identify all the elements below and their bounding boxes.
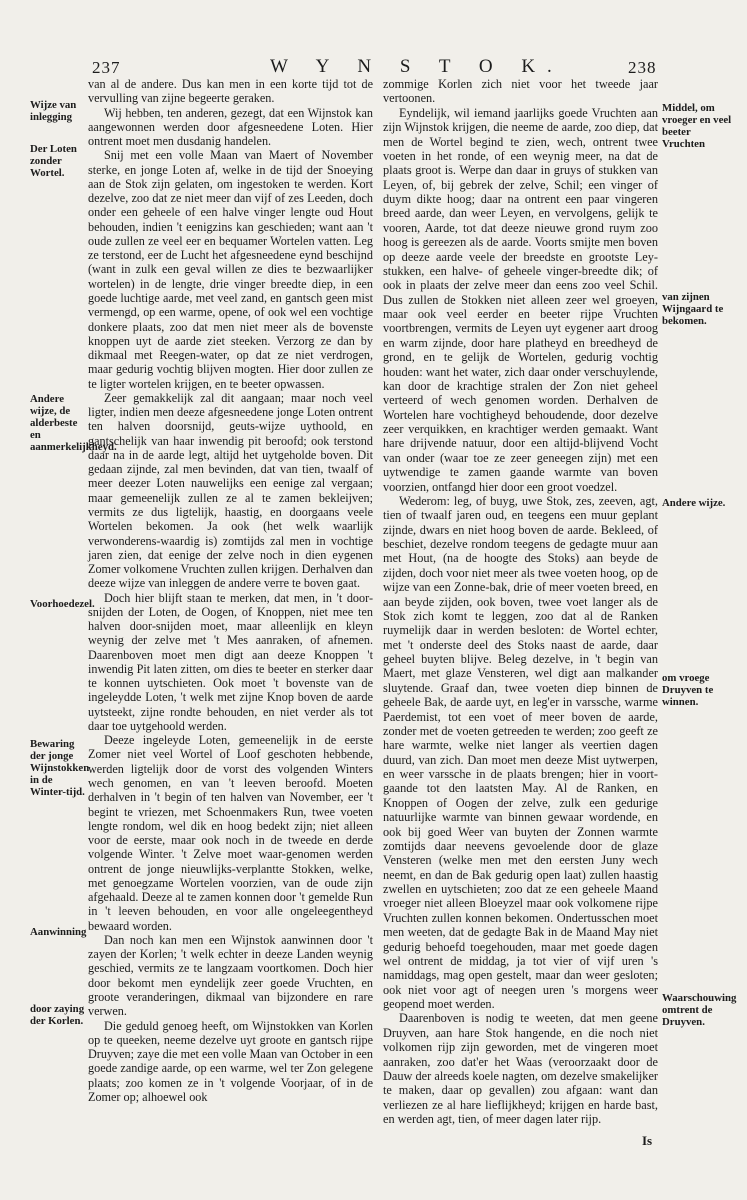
margin-note-left: Voorhoedezel. xyxy=(30,598,95,610)
paragraph: Zeer gemakkelijk zal dit aangaan; maar noch veel ligter, indien men deeze afgesneedene jonge Loten ontrent ten halven doorsnijd, geuts-wijze uythoold, en gantschelijk van haar inwendig pit beroofd; ook terstond daar na in de aarde legt, altijd het uytgeholde boven. Dit gedaan zijnde, zal men bevinden, dat van tien, twaalf of meer deezer Loten nauwelijks een eenige zal vergaan; maar gemeenelijk zullen ze al te zamen bekleijven; vermits ze dus ligtelijk, haastig, en doorgaans veele Wortelen bekomen. Ja ook (het welk waarlijk verwonderens-waardig is) zomtijds zal men in vochtige jaren zien, dat eenige der zelve noch in dien eygenen Zomer volkomene Vruchten zullen krijgen. Derhalven dan deeze wijze van inleggen de andere verre te boven gaat. xyxy=(88,390,374,591)
margin-note-right: Waarschouwing omtrent de Druyven. xyxy=(662,992,737,1028)
margin-note-left: Wijze van inlegging xyxy=(30,99,77,123)
paragraph: Dan noch kan men een Wijnstok aanwinnen door 't zayen der Korlen; 't welk echter in deeze Landen weynig geschied, vermits ze te langzaam voortkomen. Doch hier door bekomt men eyndelijk zeer goede Vruchten, en groote veranderingen, dikmaal van bijzondere en rare verwen. xyxy=(88,932,373,1019)
margin-note-left: Andere wijze, de alderbeste en aanmerkelijkheyd. xyxy=(30,393,117,453)
paragraph: Snij met een volle Maan van Maert of November sterke, en jonge Loten af, welke in de tijd der Snoeying aan de Stok zijn gelaten, om ingestoken te werden. Kort dezelve, zoo dat ze niet meer dan vijf of zes Leeden, doch onder een geheele of een halve vinger lengte oud Hout behouden, indien 't eenigzins kan geschieden; want aan 't oude zullen ze veel eer en bequamer Wortelen vatten. Leg ze terstond, eer de Lucht het afgesneedene eynd beschijnd (want in zulk een geval willen ze dies te bezwaarlijker wortelen) in de lengte, drie vinger breedte diep, in een goede luchtige aarde, met veel zand, en gantsch geen mist vermengd, op een warme, opene, of ook wel een vochtige donkere plaats, zoo dat men niet meer als de bovenste knoppen uyt de aarde ziet steeken. Verzorg ze dan by dikmaal met Reegen-water, op dat ze niet verdrogen, maar gedurig vochtig blijven mogten. Hier door zullen ze te ligter wortelen krijgen, en te beeter opwassen. xyxy=(88,148,373,391)
paragraph: zommige Korlen zich niet voor het tweede jaar vertoonen. xyxy=(383,77,658,106)
page-number-right: 238 xyxy=(628,58,657,77)
paragraph: Wij hebben, ten anderen, gezegt, dat een Wijnstok kan aangewonnen werden door afgesneedene Loten. Hier ontrent moet men dusdanig handelen. xyxy=(88,105,373,149)
margin-note-left: Der Loten zonder Wortel. xyxy=(30,143,77,179)
paragraph: van al de andere. Dus kan men in een korte tijd tot de vervulling van zijne begeerte geraken. xyxy=(88,77,373,106)
margin-note-left: Aanwinning xyxy=(30,926,87,938)
margin-note-right: Middel, om vroeger en veel beeter Vruchten xyxy=(662,102,732,150)
margin-note-right: Andere wijze. xyxy=(662,497,726,509)
left-text-column xyxy=(88,77,373,1104)
paragraph: Daarenboven is nodig te weeten, dat men geene Druyven, aan hare Stok hangende, en die noch niet volkomen rijp zijn geworden, met de vingeren moet aanraken, zoo dat'er het Waas (veroorzaakt door de Dauw der alreeds koele nagten, om dezelve smakelijker te maken, daar op gevallen) zou afgaan: want dan verliezen ze al hare lieflijkheyd; krijgen en harde bast, en werden agt, tien, of meer dagen later rijp. xyxy=(383,1011,658,1126)
right-text-column xyxy=(383,77,658,1126)
running-title: W Y N S T O K. xyxy=(270,56,564,77)
margin-note-left: Bewaring der jonge Wijnstokken in de Winter-tijd. xyxy=(30,738,90,798)
paragraph: Deeze ingeleyde Loten, gemeenelijk in de eerste Zomer niet veel Wortel of Loof geschoten hebbende, werden ligtelijk door de vorst des volgenden Winters wech genomen, en van 't leeven beroofd. Moeten derhalven in 't begin of ten halven van November, eer 't begint te vriezen, met Schoenmakers Run, twee voeten lengte rondom, wel dik en hoog bedekt zijn; niet alleen voor de eerste, maar ook noch in de tweede en derde volgende Winter. 't Zelve moet waar-genomen werden ontrent de jonge nieuwlijks-verplantte Stokken, welke, met genoegzame Wortelen voorzien, van de oude zijn afgehaald. Deeze al te zamen konnen door 't gemelde Run in 't leeven behouden, en voor alle ongeleegentheyd bewaard worden. xyxy=(88,733,373,933)
margin-note-left: door zaying der Korlen. xyxy=(30,1003,85,1027)
catchword: Is xyxy=(642,1133,653,1148)
paragraph: Die geduld genoeg heeft, om Wijnstokken van Korlen op te queeken, neeme dezelve uyt groote en gantsch rijpe Druyven; zaye die met een volle Maan van October in een goede zandige aarde, op een warme, wel ter Zon gelegene plaats; zoo komen ze in 't volgende Voorjaar, of in de Zomer op; alhoewel ook xyxy=(88,1018,373,1104)
paragraph: Eyndelijk, wil iemand jaarlijks goede Vruchten aan zijn Wijnstok krijgen, die neeme de aarde, zoo diep, dat men de Wortel begind te zien, wech, ontrent twee voeten in het ronde, of een weynig meer, na dat de plaats groot is. Werpe dan daar in gruys of stukken van Leyen, of, bij gebrek der zelve, Schil; een vinger of duym dikte hoog; daar na ontrent een paar vingeren breed aarde, dan weer Leyen, en vervolgens, gelijk te vooren, Aarde, tot dat deeze nieuwe grond ruym zoo hoog is gereezen als de aarde. Voorts smijte men boven op deeze aarde veele der breedste en grootste Ley-stukken, een halve- of geheele vinger-breedte dik; of ook in plaats der zelve meer dan eens zoo veel Schil. Dus zullen de Stokken niet alleen zeer wel groeyen, maar ook veel eerder en beeter rijpe Vruchten voortbrengen, vermits de Leyen uyt eygener aart droog en warm zijnde, door hare platheyd en breedheyd de grond, en te gelijk de Wortelen, gedurig vochtig houden: want het water, zich daar onder verschuylende, kan door de krachtige stralen der Zon niet geheel verteerd of wech genomen worden. Derhalven de Wortelen hare vochtigheyd behoudende, door dezelve zeer verquikken, en krachtiger werden gemaakt. Want hare drijvende natuur, door een altijd-blijvend Vocht van onder (waar toe ze zeer geneegen zijn) met een uytwendige te zamen gaande warmte van boven voorzien, ontfangd hier door een groot voedzel. xyxy=(383,105,658,494)
margin-note-right: om vroege Druyven te winnen. xyxy=(662,672,714,708)
paragraph: Wederom: leg, of buyg, uwe Stok, zes, zeeven, agt, tien of twaalf jaren oud, en teegens een muur geplant zijnde, dwars en niet hoog boven de aarde. Bekleed, of beschiet, dezelve rondom teegens de gedagte muur aan met Hout, (na de hoogte des Stoks) aan beyde de zijden, doch voor niet meer als twee voeten hoog, op de wijze van een Zonne-bak, drie of meer voeten breed, en aan beyde zijden, ook boven, twee voet langer als de Stok zich komt te leggen, zoo dat al de Ranken ruymelijk daar in werden besloten: de Wortel echter, met 't onderste deel des Stoks naast de aarde, daar geheel buyten blijve. Beleg dezelve, in 't begin van Maert, met glaze Vensteren, wel digt aan malkander sluytende. Graaf dan, twee voeten diep binnen de geheele Bak, de aarde uyt, en leg'er in varssche, warme Paerdemist, tot een voet of meer boven de aarde, zonder met de voeten getreeden te werden; zoo geeft ze hare warmte, welke niet langer als veertien dagen duurd, van zich. Dan moet men deeze Mist uytwerpen, en weer varssche in de plaats brengen; hier in voort-gaande tot den laatsten May. Al de Ranken, en Knoppen of Oogen der zelve, zulk een gedurige natuurlijke warmte van binnen gewaar wordende, en ook bij goed Weer van buyten der Zonnen warmte zomtijds daar neevens gevoelende door de glaze Vensteren (welke men met den eersten Juny wech neemt, en dan de Bak gedurig open laat) zullen haastig zwellen en uytschieten; zoo dat ze een geheele Maand vroeger niet alleen Bloeyzel maar ook volkomene rijpe Vruchten zullen konnen bekomen. Ondertusschen moet men weeten, dat de gedagte Bak in de Maand May niet gedurig behoefd toegehouden, maar met goede dagen wel ontrent de middag, ja tot vier of vijf uren 's namiddags, mag open gestelt, maar dan weer gesloten; ook niet voor agt of neegen uren 's morgens weer geopend moet werden. xyxy=(383,493,658,1011)
margin-note-right: van zijnen Wijngaard te bekomen. xyxy=(662,291,724,327)
page-number-left: 237 xyxy=(92,58,121,77)
paragraph: Doch hier blijft staan te merken, dat men, in 't door-snijden der Loten, de Oogen, of Knoppen, niet mee ten halven door-snijden moet, maar alleenlijk en kleyn weynig der zelve met 't Mes aanraken, of afnemen. Daarenboven moet men digt aan deeze Knoppen 't inwendig Pit laten zitten, om dies te beeter en sterker daar te konnen uytschieten. Ook moet 't bovenste van de ingeleydde Loten, 't welk met zijne Knop boven de aarde uytsteekt, zijne rondte behouden, en niet verder als tot daar toe uytgehoold werden. xyxy=(88,590,373,733)
